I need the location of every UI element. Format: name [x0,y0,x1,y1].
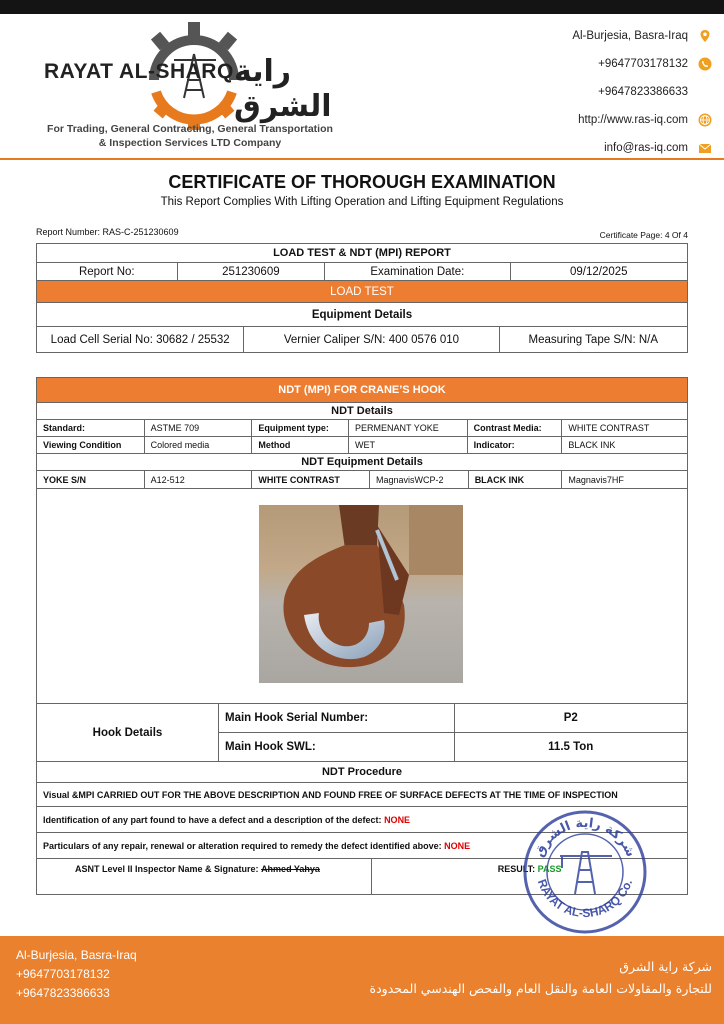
result-value: PASS [537,864,562,874]
footer-arabic-line-1: شركة راية الشرق [619,959,712,974]
yoke-label: YOKE S/N [43,474,87,485]
equipment-type-label: Equipment type: [251,420,348,436]
contrast-media-label: Contrast Media: [467,420,562,436]
vernier-caliper-serial: Vernier Caliper S/N: 400 0576 010 [243,327,498,352]
email-link[interactable]: info@ras-iq.com [604,142,688,154]
report-no-label: Report No: [78,265,135,278]
phone-1-text[interactable]: +9647703178132 [598,58,688,70]
footer-arabic-name [370,956,712,1000]
footer-address: Al-Burjesia, Basra-Iraq [16,948,137,962]
phone-icon [698,57,712,71]
certificate-subtitle: This Report Complies With Lifting Operation and Lifting Equipment Regulations [160,196,564,208]
exam-date-value: 09/12/2025 [510,263,687,280]
certificate-page: Certificate Page: 4 Of 4 [599,230,688,240]
address-text: Al-Burjesia, Basra-Iraq [572,30,688,42]
header-contact [492,22,712,162]
inspector-cell [37,859,371,894]
contact-website[interactable] [492,106,712,134]
report-heading: LOAD TEST & NDT (MPI) REPORT [273,247,451,259]
standard-label: Standard: [43,423,86,433]
company-stamp [520,808,650,936]
mail-icon [698,141,712,155]
indicator-value: BLACK INK [561,437,687,453]
black-ink-label: BLACK INK [468,471,562,488]
report-no-value: 251230609 [177,263,325,280]
ndt-banner: NDT (MPI) FOR CRANE’S HOOK [37,378,687,402]
equipment-type-value: PERMENANT YOKE [348,420,467,436]
report-number: Report Number: RAS-C-251230609 [36,227,179,237]
inspector-name: Ahmed Yahya [261,864,320,874]
footer-phone-1[interactable]: +9647703178132 [16,967,110,981]
defect-label: Identification of any part found to have a defect and a description of the defect: [43,814,382,825]
defect-value: NONE [384,814,411,825]
ndt-details-heading: NDT Details [331,405,393,417]
method-value: WET [348,437,467,453]
procedure-statement: Visual &MPI CARRIED OUT FOR THE ABOVE DESCRIPTION AND FOUND FREE OF SURFACE DEFECTS AT THE TIME OF INSPECTION [43,789,618,800]
contact-phone-2[interactable] [492,78,712,106]
ndt-equipment-heading: NDT Equipment Details [301,456,423,468]
logo-arabic-text: راية الشرق [234,54,332,124]
crane-hook-photo [259,505,463,683]
contrast-media-value: WHITE CONTRAST [561,420,687,436]
tagline-line-2: & Inspection Services LTD Company [98,137,282,149]
exam-date-label: Examination Date: [324,263,509,280]
standard-value: ASTME 709 [144,420,252,436]
black-ink-value: Magnavis7HF [561,471,687,488]
hook-swl-value: 11.5 Ton [454,733,688,761]
contact-address [492,22,712,50]
result-label: RESULT: [497,864,536,874]
repair-value: NONE [444,840,471,851]
footer-phone-2[interactable]: +9647823386633 [16,986,110,1000]
indicator-label: Indicator: [467,437,562,453]
footer-arabic-line-2: للتجارة والمقاولات العامة والنقل العام والفحص الهندسي المحدودة [369,981,712,996]
logo-latin-text: RAYAT AL-SHARQ [44,60,234,83]
top-bar [0,0,724,14]
hook-swl-label: Main Hook SWL: [225,741,316,753]
hook-serial-value: P2 [454,704,688,732]
hook-details-label: Hook Details [92,726,163,739]
contact-phone-1[interactable] [492,50,712,78]
header-divider [0,158,724,160]
hook-serial-label: Main Hook Serial Number: [225,712,369,724]
ndt-procedure-heading: NDT Procedure [321,766,403,778]
equipment-details-heading: Equipment Details [311,308,413,321]
svg-text:RAYAT AL-SHARQ Co. [535,877,635,920]
measuring-tape-serial: Measuring Tape S/N: N/A [499,327,687,352]
location-pin-icon [698,29,712,43]
footer-contact [16,946,137,1003]
load-test-banner: LOAD TEST [37,281,687,302]
stamp-top-text: شركة راية الشرق [532,815,639,860]
tagline-line-1: For Trading, General Contracting, General Transportation [47,123,333,135]
yoke-value: A12-512 [144,471,252,488]
footer [0,936,724,1024]
company-tagline [30,122,350,150]
load-cell-serial: Load Cell Serial No: 30682 / 25532 [50,333,230,346]
stamp-bottom-text: RAYAT AL-SHARQ Co. [534,877,636,921]
globe-icon [698,113,712,127]
report-table [36,243,688,353]
white-contrast-label: WHITE CONTRAST [251,471,369,488]
viewing-condition-value: Colored media [144,437,252,453]
phone-2-text[interactable]: +9647823386633 [598,86,688,98]
certificate-title: CERTIFICATE OF THOROUGH EXAMINATION [168,172,556,192]
repair-label: Particulars of any repair, renewal or alteration required to remedy the defect identified above: [43,840,442,851]
inspector-label: ASNT Level II Inspector Name & Signature: [75,864,259,874]
website-link[interactable]: http://www.ras-iq.com [578,114,688,126]
white-contrast-value: MagnavisWCP-2 [369,471,468,488]
method-label: Method [251,437,348,453]
viewing-condition-label: Viewing Condition [43,440,122,450]
